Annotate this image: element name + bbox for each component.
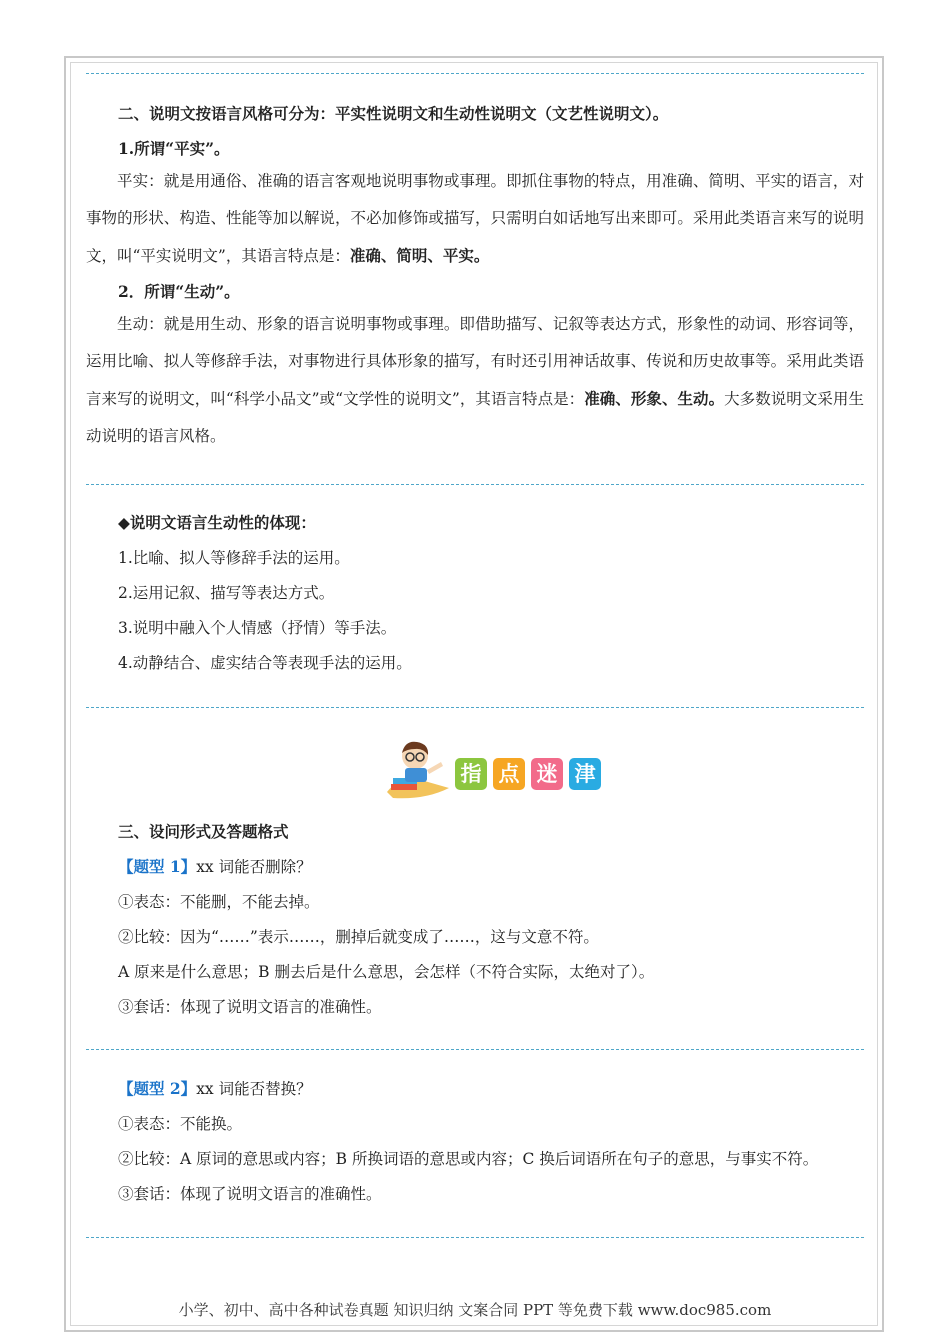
type1-question-line (86, 856, 864, 878)
tips-banner (385, 740, 607, 800)
banner-char-1: 指 (460, 762, 482, 786)
type1-line-4: ③套话：体现了说明文语言的准确性。 (118, 998, 382, 1016)
type2-tag: 【题型 2】 (118, 1079, 197, 1098)
type2-question: xx 词能否替换？ (196, 1080, 312, 1098)
section-question-type-2 (86, 1078, 864, 1205)
banner-tile-4 (569, 758, 601, 790)
banner-tile-1 (455, 758, 487, 790)
divider-3 (86, 707, 864, 708)
type2-line-2: ②比较：A 原词的意思或内容；B 所换词语的意思或内容；C 换后词语所在句子的意思，与事实不符。 (118, 1150, 819, 1168)
student-reading-icon (385, 740, 455, 800)
type1-line-3: A 原来是什么意思；B 删去后是什么意思，会怎样（不符合实际，太绝对了）。 (118, 963, 655, 981)
type2-line-1: ①表态：不能换。 (118, 1115, 243, 1133)
plain-text: 平实：就是用通俗、准确的语言客观地说明事物或事理。即抓住事物的特点，用准确、简明、平实的语言，对事物的形状、构造、性能等加以解说，不必加修饰或描写，只需明白如话地写出来即可。采用此类语言来写的说明文，叫“平实说明文”，其语言特点是： (86, 172, 864, 265)
vivid-paragraph (86, 306, 864, 455)
section2-sub2: 2．所谓“生动”。 (118, 282, 240, 301)
vivid-text: 生动：就是用生动、形象的语言说明事物或事理。即借助描写、记叙等表达方式，形象性的动词、形容词等，运用比喻、拟人等修辞手法，对事物进行具体形象的描写，有时还引用神话故事、传说和历史故事等。采用此类语言来写的说明文，叫“科学小品文”或“文学性的说明文”，其语言特点是： (86, 315, 864, 408)
banner-char-2: 点 (498, 762, 520, 786)
section-vivid-features (86, 512, 864, 674)
banner-tile-3 (531, 758, 563, 790)
section-question-types (86, 821, 864, 1018)
type1-line-1: ①表态：不能删，不能去掉。 (118, 893, 320, 911)
plain-features: 准确、简明、平实。 (349, 246, 490, 265)
banner-char-3: 迷 (536, 762, 558, 786)
type2-line-3: ③套话：体现了说明文语言的准确性。 (118, 1185, 382, 1203)
divider-1 (86, 73, 864, 74)
banner-char-4: 津 (574, 762, 596, 786)
type1-question: xx 词能否删除？ (196, 858, 312, 876)
type2-question-line (86, 1078, 864, 1100)
section2-heading: 二、说明文按语言风格可分为：平实性说明文和生动性说明文（文艺性说明文）。 (118, 104, 669, 123)
vivid-item-1: 1.比喻、拟人等修辞手法的运用。 (118, 549, 350, 567)
vivid-tail: 大多数说明文采用生动说明的语言风格。 (86, 390, 864, 445)
vivid-features: 准确、形象、生动。 (584, 389, 725, 408)
page-footer: 小学、初中、高中各种试卷真题 知识归纳 文案合同 PPT 等免费下载 www.doc985.com (178, 1301, 772, 1319)
divider-5 (86, 1237, 864, 1238)
divider-4 (86, 1049, 864, 1050)
vivid-heading: ◆说明文语言生动性的体现： (118, 513, 316, 532)
section2-sub1: 1.所谓“平实”。 (118, 139, 230, 158)
vivid-item-4: 4.动静结合、虚实结合等表现手法的运用。 (118, 654, 412, 672)
vivid-item-2: 2.运用记叙、描写等表达方式。 (118, 584, 335, 602)
plain-paragraph (86, 163, 864, 275)
banner-tile-2 (493, 758, 525, 790)
vivid-item-3: 3.说明中融入个人情感（抒情）等手法。 (118, 619, 397, 637)
section-language-style (86, 103, 864, 455)
divider-2 (86, 484, 864, 485)
type1-line-2: ②比较：因为“……”表示……，删掉后就变成了……，这与文意不符。 (118, 928, 599, 946)
section3-heading: 三、设问形式及答题格式 (118, 822, 289, 841)
type1-tag: 【题型 1】 (118, 857, 197, 876)
